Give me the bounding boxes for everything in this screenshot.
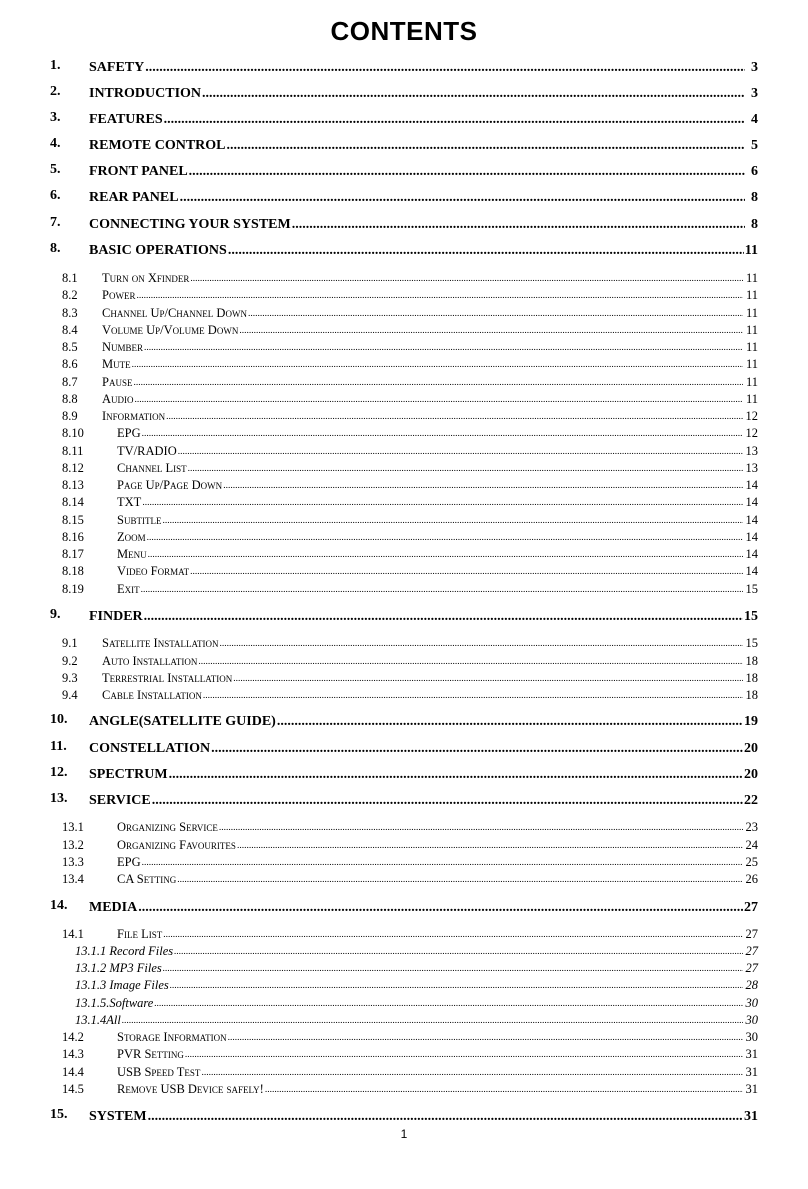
dot-leader <box>152 794 743 808</box>
toc-entry-page: 27 <box>744 900 758 915</box>
toc-entry-number: 14.1 <box>62 926 84 941</box>
dot-leader <box>177 876 743 886</box>
toc-entry-page: 3 <box>751 60 758 75</box>
dot-leader <box>148 551 743 561</box>
toc-entry-number: 8.9 <box>62 408 78 423</box>
toc-entry-number: 8. <box>50 241 61 256</box>
toc-entry-label: Subtitle <box>117 512 162 527</box>
dot-leader <box>239 327 743 337</box>
toc-entry-label: EPG <box>117 425 141 440</box>
dot-leader <box>138 901 743 915</box>
toc-entry-label: FINDER <box>89 609 143 624</box>
page-title: CONTENTS <box>330 16 478 46</box>
toc-entry-number: 9.1 <box>62 635 78 650</box>
toc-entry-page: 11 <box>745 339 758 354</box>
toc-entry-label: BASIC OPERATIONS <box>89 243 227 258</box>
dot-leader <box>219 824 743 834</box>
toc-entry-label: FEATURES <box>89 112 163 127</box>
toc-entry[interactable] <box>0 869 808 885</box>
toc-entry[interactable] <box>0 406 808 422</box>
toc-entry-page: 22 <box>744 793 758 808</box>
toc-entry[interactable] <box>0 285 808 301</box>
dot-leader <box>202 87 745 101</box>
toc-entry-label: Satellite Installation <box>102 635 219 650</box>
toc-entry-label: Storage Information <box>117 1029 227 1044</box>
toc-entry-label: Volume Up/Volume Down <box>102 322 239 337</box>
toc-entry[interactable] <box>0 685 808 701</box>
toc-entry-number: 14.3 <box>62 1046 84 1061</box>
toc-entry-label: 13.1.3 Image Files <box>75 977 169 992</box>
toc-entry-number: 13.1 <box>62 819 84 834</box>
toc-entry-number: 8.5 <box>62 339 78 354</box>
toc-entry-page: 31 <box>745 1046 758 1061</box>
dot-leader <box>201 1069 743 1079</box>
toc-entry-page: 15 <box>745 635 758 650</box>
toc-entry-number: 8.13 <box>62 477 84 492</box>
toc-entry-page: 23 <box>745 819 758 834</box>
toc-entry-page: 26 <box>745 871 758 886</box>
toc-entry-label: CONNECTING YOUR SYSTEM <box>89 217 291 232</box>
toc-entry-label: CONSTELLATION <box>89 741 211 756</box>
toc-entry-page: 3 <box>751 86 758 101</box>
toc-entry-page: 31 <box>744 1109 758 1124</box>
toc-entry-number: 8.2 <box>62 287 78 302</box>
toc-entry-label: 13.1.1 Record Files <box>75 943 174 958</box>
toc-entry-label: Auto Installation <box>102 653 198 668</box>
toc-entry-page: 27 <box>745 943 758 958</box>
toc-entry-page: 8 <box>751 190 758 205</box>
toc-entry-page: 20 <box>744 741 758 756</box>
toc-entry[interactable] <box>0 579 808 595</box>
toc-entry-label: SAFETY <box>89 60 145 75</box>
toc-entry-number: 8.1 <box>62 270 78 285</box>
dot-leader <box>133 379 743 389</box>
toc-entry-label: Remove USB Device safely! <box>117 1081 264 1096</box>
dot-leader <box>162 517 743 527</box>
dot-leader <box>190 568 743 578</box>
toc-entry[interactable] <box>0 57 808 75</box>
toc-entry-number: 1. <box>50 58 61 73</box>
toc-entry-label: Power <box>102 287 136 302</box>
toc-entry[interactable] <box>0 1027 808 1043</box>
dot-leader <box>211 742 743 756</box>
toc-entry-page: 20 <box>744 767 758 782</box>
toc-entry-number: 8.8 <box>62 391 78 406</box>
toc-entry-label: Menu <box>117 546 147 561</box>
toc-entry-label: Zoom <box>117 529 146 544</box>
dot-leader <box>145 61 745 75</box>
toc-entry-label: SERVICE <box>89 793 151 808</box>
toc-entry-page: 13 <box>745 443 758 458</box>
toc-entry-label: Terrestrial Installation <box>102 670 233 685</box>
toc-entry-number: 8.12 <box>62 460 84 475</box>
toc-entry-number: 9.2 <box>62 653 78 668</box>
toc-entry-number: 8.15 <box>62 512 84 527</box>
toc-entry-page: 11 <box>744 243 758 258</box>
toc-entry-page: 30 <box>745 995 758 1010</box>
toc-entry[interactable] <box>0 458 808 474</box>
toc-entry-number: 7. <box>50 215 61 230</box>
toc-entry[interactable] <box>0 268 808 284</box>
toc-entry[interactable] <box>0 897 808 915</box>
toc-entry[interactable] <box>0 492 808 508</box>
toc-entry-label: Audio <box>102 391 134 406</box>
toc-entry-label: Channel Up/Channel Down <box>102 305 247 320</box>
toc-entry-label: REMOTE CONTROL <box>89 138 226 153</box>
toc-entry-number: 10. <box>50 712 68 727</box>
toc-entry-number: 2. <box>50 84 61 99</box>
toc-entry[interactable] <box>0 764 808 782</box>
toc-entry-number: 8.14 <box>62 494 84 509</box>
toc-entry-label: Organizing Service <box>117 819 218 834</box>
toc-entry-page: 14 <box>745 529 758 544</box>
toc-entry-page: 11 <box>745 322 758 337</box>
toc-entry-label: CA Setting <box>117 871 177 886</box>
toc-entry[interactable] <box>0 790 808 808</box>
toc-entry-page: 11 <box>745 287 758 302</box>
toc-entry-number: 9.4 <box>62 687 78 702</box>
toc-entry-label: File List <box>117 926 163 941</box>
toc-entry[interactable] <box>0 423 808 439</box>
toc-entry-number: 8.10 <box>62 425 84 440</box>
toc-entry-label: Cable Installation <box>102 687 202 702</box>
dot-leader <box>147 534 743 544</box>
toc-entry-number: 8.17 <box>62 546 84 561</box>
toc-entry-label: Video Format <box>117 563 190 578</box>
toc-entry-number: 8.6 <box>62 356 78 371</box>
toc-entry[interactable] <box>0 372 808 388</box>
dot-leader <box>178 448 743 458</box>
toc-entry-label: ANGLE(SATELLITE GUIDE) <box>89 714 276 729</box>
toc-entry[interactable] <box>0 651 808 667</box>
toc-entry-page: 11 <box>745 270 758 285</box>
dot-leader <box>163 931 743 941</box>
toc-entry-label: PVR Setting <box>117 1046 184 1061</box>
toc-entry[interactable] <box>0 738 808 756</box>
dot-leader <box>223 482 743 492</box>
dot-leader <box>220 640 744 650</box>
toc-entry-label: EPG <box>117 854 141 869</box>
toc-entry[interactable] <box>0 606 808 624</box>
dot-leader <box>169 768 743 782</box>
toc-entry-page: 6 <box>751 164 758 179</box>
toc-entry-number: 8.18 <box>62 563 84 578</box>
page-number: 1 <box>400 1127 408 1141</box>
dot-leader <box>170 982 743 992</box>
toc-entry-page: 27 <box>745 960 758 975</box>
toc-entry[interactable] <box>0 852 808 868</box>
toc-entry-page: 12 <box>745 408 758 423</box>
toc-entry-number: 11. <box>50 739 67 754</box>
toc-entry[interactable] <box>0 958 808 974</box>
toc-entry-page: 18 <box>745 670 758 685</box>
dot-leader <box>142 859 743 869</box>
toc-entry-page: 31 <box>745 1081 758 1096</box>
toc-entry[interactable] <box>0 161 808 179</box>
dot-leader <box>174 948 743 958</box>
toc-entry-label: TXT <box>117 494 142 509</box>
toc-entry[interactable] <box>0 475 808 491</box>
toc-entry-label: SYSTEM <box>89 1109 147 1124</box>
toc-entry-number: 8.16 <box>62 529 84 544</box>
toc-entry[interactable] <box>0 835 808 851</box>
toc-entry[interactable] <box>0 544 808 560</box>
toc-entry-page: 27 <box>745 926 758 941</box>
toc-entry-number: 15. <box>50 1107 68 1122</box>
toc-entry-label: USB Speed Test <box>117 1064 201 1079</box>
toc-entry-page: 15 <box>744 609 758 624</box>
toc-entry-page: 28 <box>745 977 758 992</box>
toc-entry-number: 14.2 <box>62 1029 84 1044</box>
dot-leader <box>228 244 744 258</box>
toc-entry-label: Turn on Xfinder <box>102 270 190 285</box>
dot-leader <box>190 275 743 285</box>
toc-entry-label: 13.1.2 MP3 Files <box>75 960 162 975</box>
toc-entry-page: 14 <box>745 546 758 561</box>
toc-entry-page: 19 <box>744 714 758 729</box>
dot-leader <box>188 465 743 475</box>
dot-leader <box>164 113 745 127</box>
toc-entry-page: 15 <box>745 581 758 596</box>
dot-leader <box>136 292 743 302</box>
toc-entry[interactable] <box>0 633 808 649</box>
toc-entry[interactable] <box>0 1062 808 1078</box>
dot-leader <box>237 842 743 852</box>
dot-leader <box>180 191 745 205</box>
toc-entry-page: 14 <box>745 494 758 509</box>
toc-entry[interactable] <box>0 510 808 526</box>
toc-entry-page: 18 <box>745 687 758 702</box>
dot-leader <box>135 396 743 406</box>
toc-entry-number: 13.4 <box>62 871 84 886</box>
toc-entry-page: 5 <box>751 138 758 153</box>
toc-entry-number: 4. <box>50 136 61 151</box>
toc-entry-page: 11 <box>745 356 758 371</box>
toc-entry-number: 14.4 <box>62 1064 84 1079</box>
toc-entry-number: 8.4 <box>62 322 78 337</box>
toc-entry-number: 8.3 <box>62 305 78 320</box>
dot-leader <box>166 413 743 423</box>
toc-entry-page: 11 <box>745 374 758 389</box>
toc-entry[interactable] <box>0 817 808 833</box>
toc-entry-page: 11 <box>745 305 758 320</box>
dot-leader <box>144 610 743 624</box>
toc-entry-page: 14 <box>745 512 758 527</box>
toc-entry-label: REAR PANEL <box>89 190 179 205</box>
toc-entry-label: Number <box>102 339 144 354</box>
dot-leader <box>292 218 745 232</box>
dot-leader <box>203 692 743 702</box>
toc-entry-number: 13.3 <box>62 854 84 869</box>
toc-entry-label: Exit <box>117 581 140 596</box>
toc-entry-number: 8.19 <box>62 581 84 596</box>
toc-entry[interactable] <box>0 109 808 127</box>
toc-entry[interactable] <box>0 214 808 232</box>
toc-entry-page: 14 <box>745 477 758 492</box>
toc-entry-page: 4 <box>751 112 758 127</box>
toc-entry-label: TV/RADIO <box>117 443 177 458</box>
toc-entry-page: 11 <box>745 391 758 406</box>
toc-entry[interactable] <box>0 1010 808 1026</box>
dot-leader <box>198 658 743 668</box>
dot-leader <box>142 499 743 509</box>
dot-leader <box>277 715 743 729</box>
toc-entry[interactable] <box>0 354 808 370</box>
toc-entry-page: 31 <box>745 1064 758 1079</box>
toc-entry-label: 13.1.4All <box>75 1012 121 1027</box>
toc-entry[interactable] <box>0 320 808 336</box>
toc-entry-label: MEDIA <box>89 900 138 915</box>
toc-entry-number: 8.7 <box>62 374 78 389</box>
toc-entry-page: 18 <box>745 653 758 668</box>
toc-entry[interactable] <box>0 83 808 101</box>
toc-entry-label: INTRODUCTION <box>89 86 202 101</box>
dot-leader <box>144 344 743 354</box>
toc-entry-number: 8.11 <box>62 443 84 458</box>
toc-entry[interactable] <box>0 711 808 729</box>
toc-entry[interactable] <box>0 527 808 543</box>
toc-entry[interactable] <box>0 441 808 457</box>
toc-entry-page: 13 <box>745 460 758 475</box>
toc-entry-number: 9. <box>50 607 61 622</box>
toc-entry-label: Channel List <box>117 460 187 475</box>
dot-leader <box>248 310 743 320</box>
toc-entry[interactable] <box>0 303 808 319</box>
toc-entry[interactable] <box>0 337 808 353</box>
toc-entry-number: 13.2 <box>62 837 84 852</box>
dot-leader <box>185 1051 743 1061</box>
toc-entry-label: 13.1.5.Software <box>75 995 154 1010</box>
toc-entry[interactable] <box>0 389 808 405</box>
toc-entry-number: 9.3 <box>62 670 78 685</box>
dot-leader <box>265 1086 743 1096</box>
toc-entry[interactable] <box>0 561 808 577</box>
dot-leader <box>122 1017 743 1027</box>
toc-entry-label: SPECTRUM <box>89 767 168 782</box>
toc-entry-label: Organizing Favourites <box>117 837 236 852</box>
toc-entry-number: 3. <box>50 110 61 125</box>
toc-entry-page: 12 <box>745 425 758 440</box>
toc-entry-page: 14 <box>745 563 758 578</box>
dot-leader <box>189 165 745 179</box>
dot-leader <box>227 139 745 153</box>
dot-leader <box>233 675 743 685</box>
toc-entry[interactable] <box>0 941 808 957</box>
toc-entry-number: 5. <box>50 162 61 177</box>
toc-entry-number: 13. <box>50 791 68 806</box>
toc-entry[interactable] <box>0 668 808 684</box>
toc-entry-number: 6. <box>50 188 61 203</box>
toc-entry[interactable] <box>0 924 808 940</box>
toc-entry[interactable] <box>0 993 808 1009</box>
dot-leader <box>141 586 743 596</box>
toc-entry-page: 24 <box>745 837 758 852</box>
dot-leader <box>228 1034 743 1044</box>
toc-entry-page: 25 <box>745 854 758 869</box>
dot-leader <box>154 1000 743 1010</box>
toc-entry-number: 14.5 <box>62 1081 84 1096</box>
toc-entry-page: 30 <box>745 1029 758 1044</box>
toc-entry[interactable] <box>0 1079 808 1095</box>
toc-entry-label: FRONT PANEL <box>89 164 188 179</box>
toc-entry[interactable] <box>0 240 808 258</box>
toc-entry-label: Page Up/Page Down <box>117 477 223 492</box>
dot-leader <box>148 1110 743 1124</box>
toc-entry[interactable] <box>0 1106 808 1124</box>
toc-entry[interactable] <box>0 187 808 205</box>
dot-leader <box>142 430 743 440</box>
dot-leader <box>132 361 743 371</box>
toc-entry-page: 8 <box>751 217 758 232</box>
toc-entry-label: Pause <box>102 374 133 389</box>
toc-entry[interactable] <box>0 1044 808 1060</box>
toc-entry-label: Information <box>102 408 166 423</box>
toc-entry[interactable] <box>0 975 808 991</box>
toc-entry-label: Mute <box>102 356 131 371</box>
toc-entry-page: 30 <box>745 1012 758 1027</box>
dot-leader <box>163 965 743 975</box>
toc-entry[interactable] <box>0 135 808 153</box>
toc-entry-number: 12. <box>50 765 68 780</box>
toc-entry-number: 14. <box>50 898 68 913</box>
